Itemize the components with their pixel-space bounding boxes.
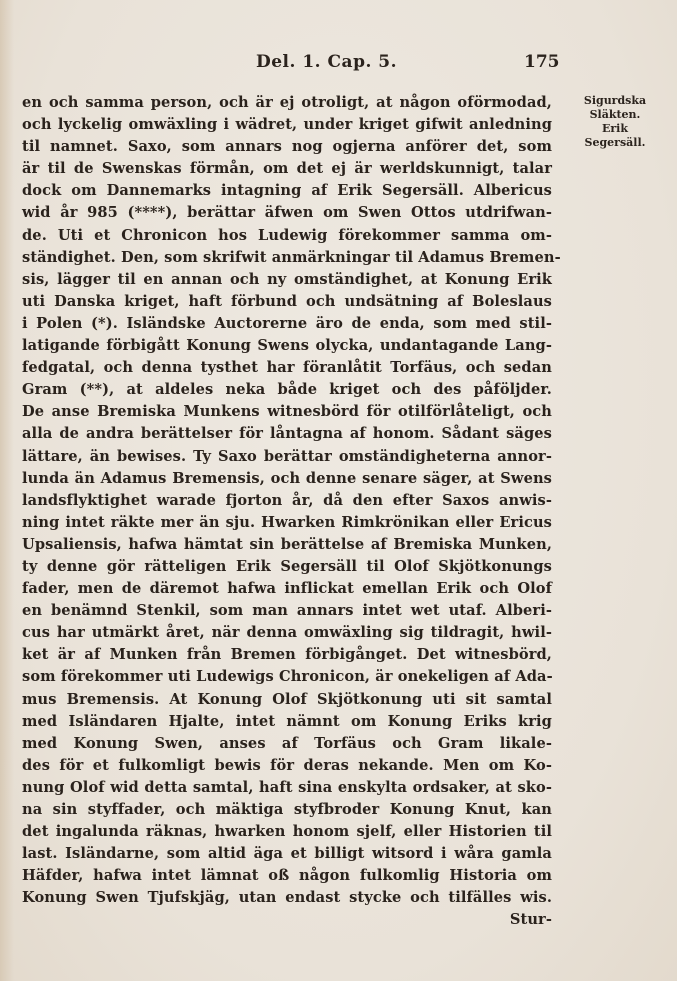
text-line: det ingalunda räknas, hwarken honom sjelf, eller Historien til [22, 823, 552, 841]
running-head: Del. 1. Cap. 5. [256, 52, 398, 72]
text-line: fader, men de däremot hafwa inflickat emellan Erik och Olof [22, 580, 552, 598]
margin-note-segersall: Segersäll. [584, 136, 646, 149]
text-line: lättare, än bewises. Ty Saxo berättar omständigheterna annor- [22, 447, 552, 465]
page-header [0, 52, 677, 78]
text-line: Häfder, hafwa intet lämnat oß någon fulkomlig Historia om [22, 867, 552, 885]
text-line: uti Danska kriget, haft förbund och undsätning af Boleslaus [22, 292, 552, 310]
text-line: lunda än Adamus Bremensis, och denne senare säger, at Swens [22, 469, 552, 487]
text-line: landsflyktighet warade fjorton år, då den efter Saxos anwis- [22, 491, 552, 509]
text-line: med Konung Swen, anses af Torfäus och Gram likale- [22, 734, 552, 752]
text-line: och lyckelig omwäxling i wädret, under kriget gifwit anledning [22, 116, 552, 134]
text-line: cus har utmärkt året, när denna omwäxling sig tildragit, hwil- [22, 624, 552, 642]
text-line: ket är af Munken från Bremen förbigånget. Det witnesbörd, [22, 646, 552, 664]
margin-note-erik: Erik [602, 122, 628, 135]
text-line: de. Uti et Chronicon hos Ludewig förekommer samma om- [22, 226, 552, 244]
text-line: som förekommer uti Ludewigs Chronicon, är onekeligen af Ada- [22, 668, 553, 686]
text-line: fedgatal, och denna tysthet har föranlåtit Torfäus, och sedan [22, 359, 552, 377]
text-line: med Isländaren Hjalte, intet nämnt om Konung Eriks krig [22, 712, 552, 730]
margin-note-sigurdska: Sigurdska [583, 94, 647, 107]
text-line: De anse Bremiska Munkens witnesbörd för otilförlåteligt, och [22, 403, 552, 421]
page-number: 175 [524, 52, 560, 72]
text-line: last. Isländarne, som altid äga et billigt witsord i wåra gamla [22, 845, 552, 863]
body-text [22, 92, 561, 932]
text-line: sis, lägger til en annan och ny omständighet, at Konung Erik [22, 270, 552, 288]
text-line: dock om Dannemarks intagning af Erik Segersäll. Albericus [22, 182, 552, 200]
text-line: ty denne gör rätteligen Erik Segersäll til Olof Skjötkonungs [22, 557, 552, 575]
text-line: Konung Swen Tjufskjäg, utan endast stycke och tilfälles wis. [22, 889, 552, 907]
catchword: Stur- [509, 911, 552, 929]
text-line: alla de andra berättelser för låntagna af honom. Sådant säges [22, 425, 552, 443]
text-line: ständighet. Den, som skrifwit anmärkningar til Adamus Bremen- [22, 248, 561, 266]
text-line: är til de Swenskas förmån, om det ej är werldskunnigt, talar [22, 160, 552, 178]
text-line: i Polen (*). Isländske Auctorerne äro de enda, som med stil- [22, 314, 552, 332]
text-line: latigande förbigått Konung Swens olycka, undantagande Lang- [22, 337, 552, 355]
margin-note-slakten: Släkten. [589, 108, 641, 121]
text-line: na sin styffader, och mäktiga styfbroder Konung Knut, kan [22, 801, 552, 818]
text-line: ning intet räkte mer än sju. Hwarken Rimkrönikan eller Ericus [22, 513, 552, 531]
text-line: Upsaliensis, hafwa hämtat sin berättelse af Bremiska Munken, [22, 535, 552, 553]
text-line: til namnet. Saxo, som annars nog ogjerna anförer det, som [22, 138, 552, 156]
text-line: en och samma person, och är ej otroligt, at någon oförmodad, [22, 94, 552, 111]
text-line: nung Olof wid detta samtal, haft sina enskylta ordsaker, at sko- [22, 778, 552, 796]
margin-notes [560, 94, 670, 150]
text-line: wid år 985 (****), berättar äfwen om Swen Ottos utdrifwan- [22, 204, 552, 222]
text-line: en benämnd Stenkil, som man annars intet wet utaf. Alberi- [22, 602, 552, 620]
text-line: mus Bremensis. At Konung Olof Skjötkonung uti sit samtal [22, 690, 552, 708]
text-line: Gram (**), at aldeles neka både kriget och des påföljder. [22, 381, 552, 399]
text-line: des för et fulkomligt bewis för deras nekande. Men om Ko- [22, 756, 552, 774]
